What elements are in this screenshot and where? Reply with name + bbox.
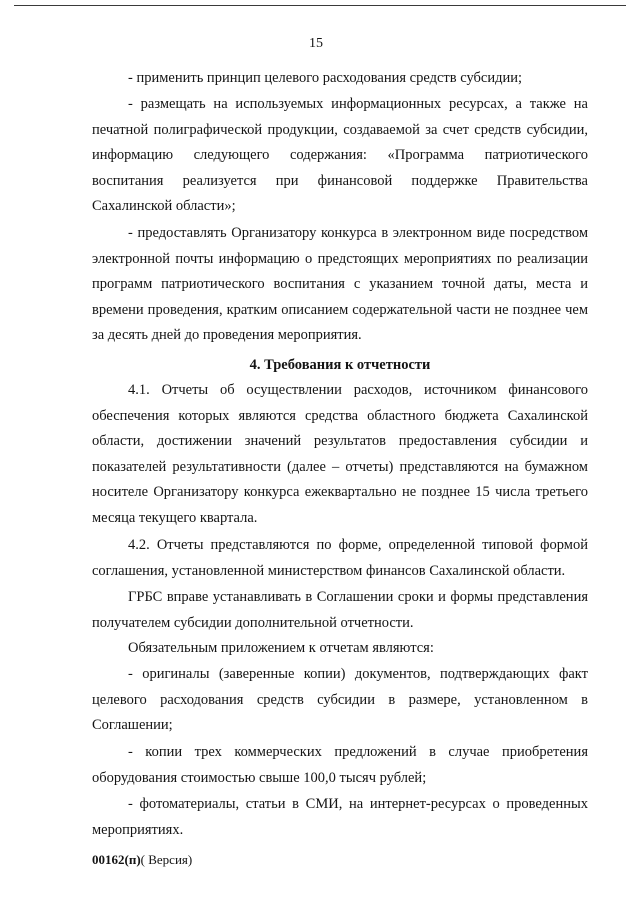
paragraph-mandatory-attachments: Обязательным приложением к отчетам являются:	[128, 640, 434, 656]
document-version: ( Версия)	[140, 852, 193, 867]
page-number: 15	[309, 36, 323, 51]
paragraph-4-1: 4.1. Отчеты об осуществлении расходов, источником финансового обеспечения которых являются средства областного бюджета Сахалинской области, достижении значений результатов предоставления субсидии и показателей результативности (далее – отчеты) представляются на бумажном носителе Организатору конкурса ежеквартально не позднее 15 числа третьего месяца текущего квартала.	[92, 382, 588, 526]
paragraph-photo-materials: - фотоматериалы, статьи в СМИ, на интернет-ресурсах о проведенных мероприятиях.	[92, 796, 588, 838]
paragraph-publish-info: - размещать на используемых информационных ресурсах, а также на печатной полиграфической продукции, создаваемой за счет средств субсидии, информацию следующего содержания: «Программа патриотического воспитания реализуется при финансовой поддержке Правительства Сахалинской области»;	[92, 96, 588, 215]
document-code-number: 00162(п)	[92, 852, 141, 867]
section-heading: 4. Требования к отчетности	[249, 357, 431, 373]
paragraph-commercial-offers: - копии трех коммерческих предложений в случае приобретения оборудования стоимостью свыше 100,0 тысяч рублей;	[92, 744, 588, 786]
paragraph-grbs: ГРБС вправе устанавливать в Соглашении сроки и формы представления получателем субсидии дополнительной отчетности.	[92, 589, 588, 631]
top-rule	[14, 5, 626, 6]
document-code	[92, 852, 192, 868]
paragraph-apply-principle: - применить принцип целевого расходования средств субсидии;	[128, 70, 523, 86]
paragraph-provide-info: - предоставлять Организатору конкурса в электронном виде посредством электронной почты информацию о предстоящих мероприятиях по реализации программ патриотического воспитания с указанием точной даты, места и времени проведения, кратким описанием содержательной части не позднее чем за десять дней до проведения мероприятия.	[92, 225, 588, 344]
paragraph-originals: - оригиналы (заверенные копии) документов, подтверждающих факт целевого расходования средств субсидии в размере, установленном в Соглашении;	[92, 666, 588, 734]
paragraph-4-2: 4.2. Отчеты представляются по форме, определенной типовой формой соглашения, установленной министерством финансов Сахалинской области.	[92, 537, 588, 579]
